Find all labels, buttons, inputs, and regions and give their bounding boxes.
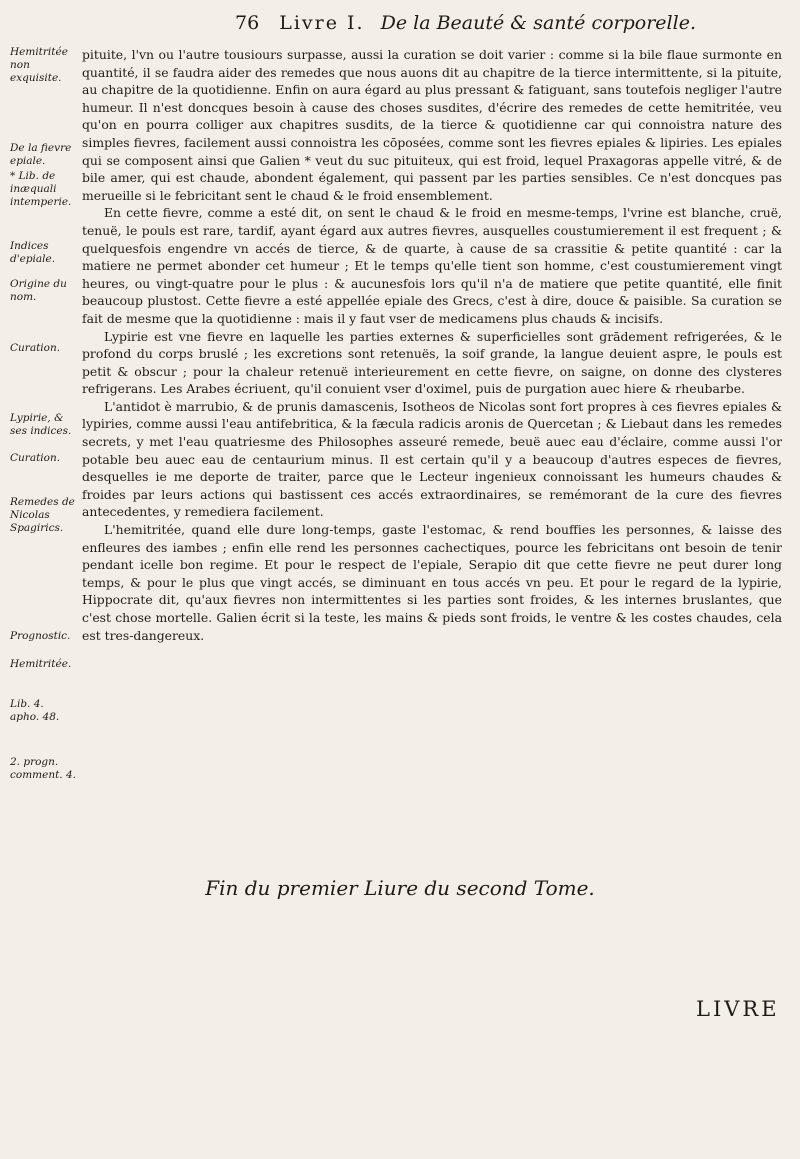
end-of-book-line: Fin du premier Liure du second Tome. xyxy=(205,876,595,900)
page-number: 76 xyxy=(235,12,260,34)
margin-note: Remedes de Nicolas Spagirics. xyxy=(10,496,75,534)
header-subject: De la Beauté & santé corporelle. xyxy=(380,12,696,34)
margin-note: Hemitritée. xyxy=(10,658,72,670)
running-header xyxy=(235,12,696,34)
margin-note: Lib. 4. apho. 48. xyxy=(10,698,60,723)
margin-note: * Lib. de inæquali intemperie. xyxy=(10,170,72,208)
paragraph: L'antidot è marrubio, & de prunis damascenis, Isotheos de Nicolas sont fort propres à ces fievres epiales & lypiries, comme aussi l'eau antifebritica, & la fæcula radicis aronis de Quercetan ; & Liebaut dans les remedes secrets, y met l'eau quatriesme des Philosophes asseuré remede, beuë auec eau d'éclaire, comme aussi l'or potable beu auec eau de centaurium minus. Il est certain qu'il y a beaucoup d'autres especes de fievres, desquelles ie me deporte de traiter, parce que le Lecteur ingenieux connoissant les humeurs chaudes & froides par leurs actions qui bastissent ces accés extraordinaires, se remémorant de la cure des fievres antecedentes, y remediera facilement. xyxy=(82,398,782,520)
margin-note: De la fievre epiale. xyxy=(10,142,72,167)
paragraph: En cette fievre, comme a esté dit, on sent le chaud & le froid en mesme-temps, l'vrine est blanche, cruë, tenuë, le pouls est rare, tardif, ayant égard aux autres fievres, ausquelles coustumierement il est frequent ; & quelquesfois engendre vn accés de tierce, & de quarte, à cause de sa crassitie & petite quantité : car la matiere ne permet abonder cet humeur ; Et le temps qu'elle tient son homme, c'est coustumierement vingt heures, ou vingt-quatre pour le plus : & aucunesfois lors qu'il n'a de matiere que petite quantité, elle finit beaucoup plustost. Cette fievre a esté appellée epiale des Grecs, c'est à dire, douce & paisible. Sa curation se fait de mesme que la quotidienne : mais il y faut vser de medicamens plus chauds & incisifs. xyxy=(82,205,782,326)
margin-note: Curation. xyxy=(10,452,61,464)
margin-note: Curation. xyxy=(10,342,61,354)
margin-note: 2. progn. comment. 4. xyxy=(10,756,77,781)
margin-note: Indices d'epiale. xyxy=(10,240,56,265)
margin-note: Lypirie, & ses indices. xyxy=(10,412,72,437)
body-text xyxy=(82,46,782,644)
paragraph: L'hemitritée, quand elle dure long-temps, gaste l'estomac, & rend bouffies les personnes, & laisse des enfleures des iambes ; enfin elle rend les personnes cachectiques, pource les febricitans ont besoin de tenir pendant icelle bon regime. Et pour le respect de l'epiale, Serapio dit que cette fievre ne peut durer long temps, & pour le plus que vingt accés, se diminuant en tous accés vn peu. Et pour le regard de la lypirie, Hippocrate dit, qu'aux fievres non intermittentes si les parties sont froides, & les internes bruslantes, que c'est chose mortelle. Galien écrit si la teste, les mains & pieds sont froids, le ventre & les costes chaudes, cela est tres-dangereux. xyxy=(82,522,782,643)
book-label: Livre I. xyxy=(279,12,365,34)
paragraph: pituite, l'vn ou l'autre tousiours surpasse, aussi la curation se doit varier : comme si la bile flaue surmonte en quantité, il se faudra aider des remedes que nous auons dit au chapitre de la tierce intermittente, si la pituite, au chapitre de la quotidienne. Enfin on aura égard au plus pressant & fatiguant, sans toutefois negliger l'autre humeur. Il n'est doncques besoin à cause des choses susdites, d'écrire des remedes de cette hemitritée, veu qu'on en pourra colliger aux chapitres susdits, de la tierce & quotidienne car qui connoistra nature des simples fievres, facilement aussi connoistra les cōposées, comme sont les fievres epiales & lipiries. Les epiales qui se composent ainsi que Galien * veut du suc pituiteux, qui est froid, lequel Praxagoras appelle vitré, & de bile amer, qui est chaude, abondent également, qui passent par les parties sensibles. Ce n'est doncques pas merueille si le febricitant sent le chaud & le froid ensemblement. xyxy=(82,47,782,203)
paragraph: Lypirie est vne fievre en laquelle les parties externes & superficielles sont grādement refrigerées, & le profond du corps bruslé ; les excretions sont retenuës, la soif grande, la langue deuient aspre, le pouls est petit & obscur ; pour la chaleur retenuë interieurement en cette fievre, on saigne, on donne des clysteres refrigerans. Les Arabes écriuent, qu'il conuient vser d'oximel, puis de purgation auec hiere & rheubarbe. xyxy=(82,328,782,397)
margin-note: Hemitritée non exquisite. xyxy=(10,46,68,84)
catchword: LIVRE xyxy=(696,997,780,1021)
margin-notes xyxy=(10,46,76,946)
margin-note: Prognostic. xyxy=(10,630,71,642)
margin-note: Origine du nom. xyxy=(10,278,67,303)
